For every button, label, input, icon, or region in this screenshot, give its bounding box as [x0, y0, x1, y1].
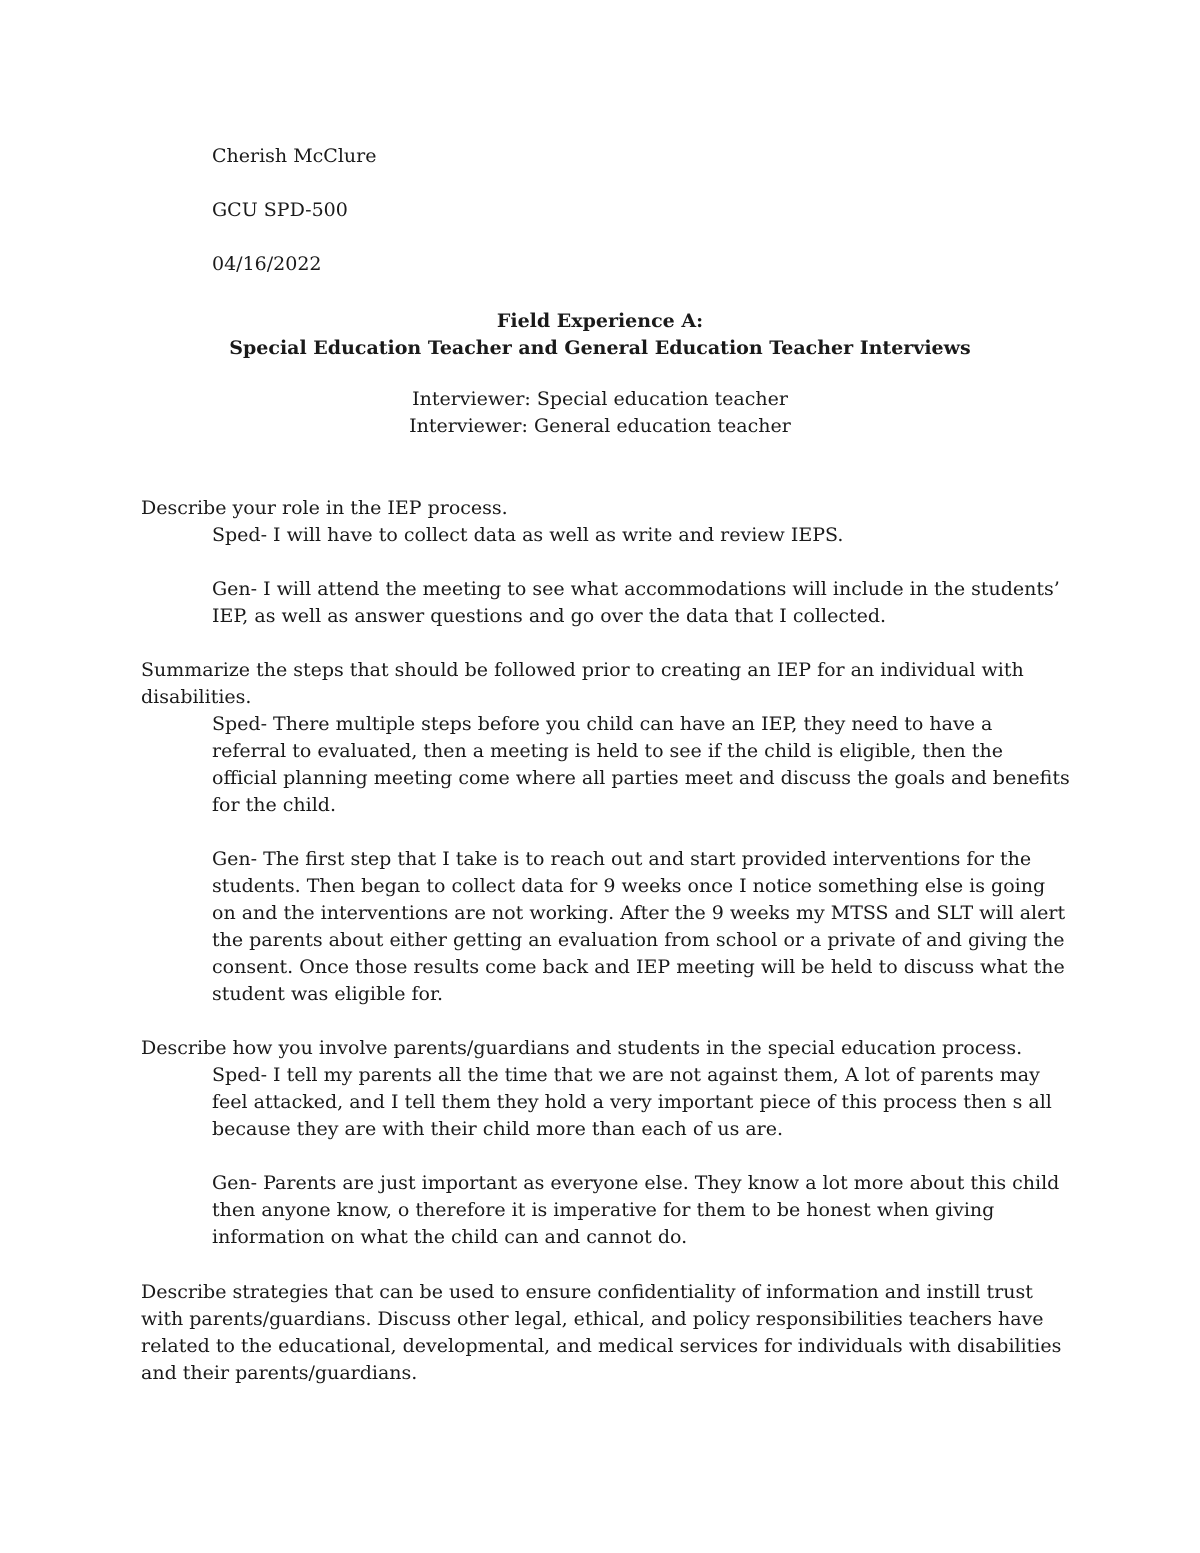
interviewers-block [0, 386, 1200, 440]
question-3: Describe how you involve parents/guardians and students in the special education process. [141, 1037, 1023, 1059]
title-line-2: Special Education Teacher and General Education Teacher Interviews [229, 337, 971, 359]
document-date: 04/16/2022 [212, 253, 322, 275]
answer-1-sped: Sped- I will have to collect data as well as write and review IEPS. [212, 524, 844, 546]
answer-1-gen: Gen- I will attend the meeting to see what accommodations will include in the students’ IEP, as well as answer questions and go over the data that I collected. [212, 578, 1060, 627]
title-line-1: Field Experience A: [496, 310, 704, 332]
question-4: Describe strategies that can be used to ensure confidentiality of information and instill trust with parents/guardians. Discuss other legal, ethical, and policy responsibilities teachers have related to the educational, developmental, and medical services for individuals with disabilities and their parents/guardians. [141, 1281, 1062, 1384]
author-name: Cherish McClure [212, 145, 377, 167]
answer-2-sped: Sped- There multiple steps before you child can have an IEP, they need to have a referral to evaluated, then a meeting is held to see if the child is eligible, then the official planning meeting come where all parties meet and discuss the goals and benefits for the child. [212, 713, 1070, 816]
section-3 [141, 1035, 1071, 1251]
answer-3-gen: Gen- Parents are just important as everyone else. They know a lot more about this child then anyone know, o therefore it is imperative for them to be honest when giving information on what the child can and cannot do. [212, 1172, 1060, 1248]
section-4 [141, 1279, 1071, 1387]
question-2: Summarize the steps that should be followed prior to creating an IEP for an individual with disabilities. [141, 659, 1024, 708]
section-2 [141, 657, 1071, 1008]
interviewer-line-2: Interviewer: General education teacher [409, 415, 791, 437]
section-1 [141, 495, 1071, 630]
course-code: GCU SPD-500 [212, 199, 348, 221]
header-block [212, 143, 376, 305]
document-title [0, 308, 1200, 362]
interviewer-line-1: Interviewer: Special education teacher [412, 388, 788, 410]
answer-3-sped: Sped- I tell my parents all the time that we are not against them, A lot of parents may feel attacked, and I tell them they hold a very important piece of this process then s all because they are with their child more than each of us are. [212, 1064, 1052, 1140]
answer-2-gen: Gen- The first step that I take is to reach out and start provided interventions for the students. Then began to collect data for 9 weeks once I notice something else is going on and the interventions are not working. After the 9 weeks my MTSS and SLT will alert the parents about either getting an evaluation from school or a private of and giving the consent. Once those results come back and IEP meeting will be held to discuss what the student was eligible for. [212, 848, 1066, 1005]
question-1: Describe your role in the IEP process. [141, 497, 508, 519]
